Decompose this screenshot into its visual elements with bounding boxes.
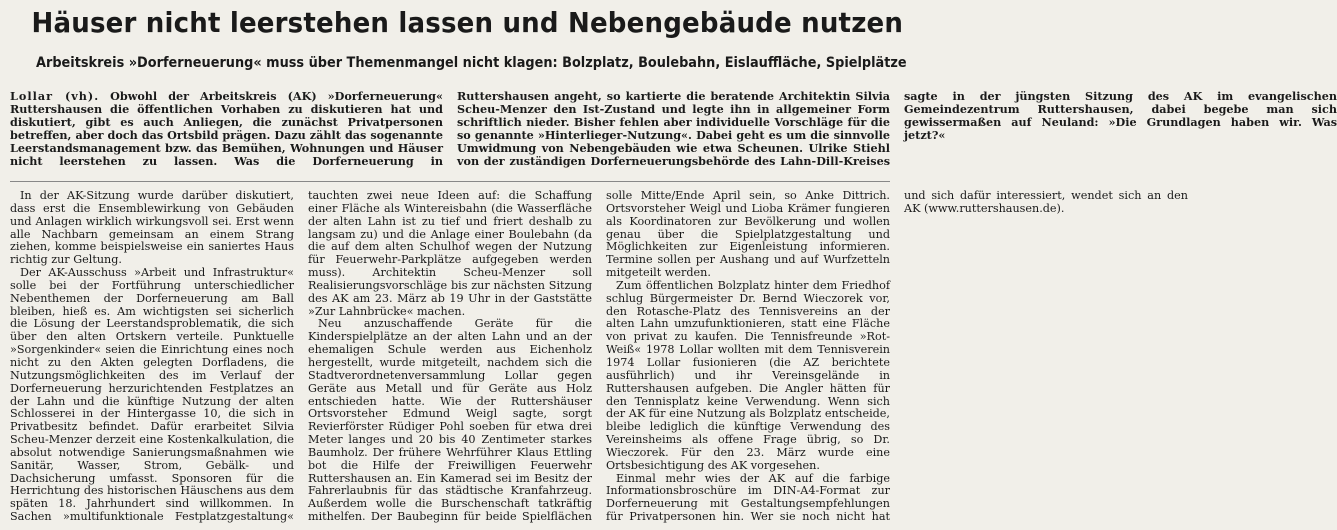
byline: Lollar (vh). — [10, 89, 100, 103]
article-body — [10, 189, 1188, 524]
body-paragraph: Zum öffentlichen Bolzplatz hinter dem Friedhof schlug Bürgermeister Dr. Bernd Wieczorek vor, den Rotasche-Platz des Tennisvereins an der alten Lahn umzufunktionieren, statt eine Fläche von privat zu kaufen. Die Tennisfreunde »Rot-Weiß« 1978 Lollar wollten mit dem Tennisverein 1974 Lollar fusionieren (die AZ berichtete ausführlich) und ihr Vereinsgelände in Ruttershausen aufgeben. Die Angler hätten für den Tennisplatz keine Verwendung. Wenn sich der AK für eine Nutzung als Bolzplatz entscheide, bleibe lediglich die künftige Verwendung des Vereinsheims als offene Frage übrig, so Dr. Wieczorek. Für den 23. März wurde eine Ortsbesichtigung des AK vorgesehen. — [606, 278, 890, 472]
body-paragraph: Einmal mehr wies der AK auf die farbige Informationsbroschüre im DIN-A4-Format zur Dorferneuerung mit Gestaltungsempfehlungen für Privatpersonen hin. Wer sie noch nicht hat und sich dafür interessiert, wendet sich an den AK (www.ruttershausen.de). — [606, 189, 1188, 524]
body-paragraph: Neu anzuschaffende Geräte für die Kinderspielplätze an der alten Lahn und an der ehemaligen Schule werden aus Eichenholz hergestellt, wurde mitgeteilt, nachdem sich die Stadtverordnetenversammlung Lollar gegen Geräte aus Metall und für Geräte aus Holz entschieden hatte. Wie der Ruttershäuser Ortsvorsteher Edmund Weigl sagte, sorgt Revierförster Rüdiger Pohl soeben für etwa drei Meter langes und 20 bis 40 Zentimeter starkes Baumholz. Der frühere Wehrführer Klaus Ettling bot die Hilfe der Freiwilligen Feuerwehr Ruttershausen an. Ein Kamerad sei im Besitz der Fahrerlaubnis für das städtische Kranfahrzeug. Außerdem wolle die Burschenschaft tatkräftig mithelfen. Der Baubeginn für beide Spielflächen solle Mitte/Ende April sein, so Anke Dittrich. Ortsvorsteher Weigl und Lioba Krämer fungieren als Koordinatoren zur Bevölkerung und wollen genau über die Spielplatzgestaltung und Möglichkeiten zur Eigenleistung informieren. Termine sollen per Aushang und auf Wurfzetteln mitgeteilt werden. — [308, 189, 890, 524]
body-paragraph: Der AK-Ausschuss »Arbeit und Infrastruktur« solle bei der Fortführung unterschiedlicher Nebenthemen der Dorferneuerung am Ball bleiben, hieß es. Am wichtigsten sei sicherlich die Lösung der Leerstandsproblematik, die sich über den alten Ortskern verteile. Punktuelle »Sorgenkinder« seien die Einrichtung eines noch nicht zu den Akten gelegten Dorfladens, die Nutzungsmöglichkeiten des im Verlauf der Dorferneuerung herzurichtenden Festplatzes an der Lahn und die künftige Nutzung der alten Schlosserei in der Hintergasse 10, die sich in Privatbesitz befindet. Dafür erarbeitet Silvia Scheu-Menzer derzeit eine Kostenkalkulation, die absolut notwendige Sanierungsmaßnahmen wie Sanitär, Wasser, Strom, Gebälk- und Dachsicherung umfasst. Sponsoren für die Herrichtung des historischen Häuschens aus dem späten 18. Jahrhundert sind willkommen. In Sachen »multifunktionale Festplatzgestaltung« tauchten zwei neue Ideen auf: die Schaffung einer Fläche als Wintereisbahn (die Wasserfläche der alten Lahn ist zu tief und friert deshalb zu langsam zu) und die Anlage einer Boulebahn (da die auf dem alten Schulhof wegen der Nutzung für Feuerwehr-Parkplätze aufgegeben werden muss). Architektin Scheu-Menzer soll Realisierungsvorschläge bis zur nächsten Sitzung des AK am 23. März ab 19 Uhr in der Gaststätte »Zur Lahnbrücke« machen. — [10, 189, 592, 524]
subheadline: Arbeitskreis »Dorferneuerung« muss über Themenmangel nicht klagen: Bolzplatz, Boulebahn, Eislauffläche, Spielplätze — [36, 55, 907, 71]
lead-paragraph — [10, 89, 1337, 178]
body-paragraph: In der AK-Sitzung wurde darüber diskutiert, dass erst die Ensemblewirkung von Gebäuden und Anlagen wirklich wirkungsvoll sei. Erst wenn alle Nachbarn gemeinsam an einem Strang ziehen, komme beispielsweise ein saniertes Haus richtig zur Geltung. — [10, 189, 294, 267]
lead-text: Obwohl der Arbeitskreis (AK) »Dorferneuerung« Ruttershausen die öffentlichen Vorhaben zu diskutieren hat und diskutiert, gibt es auch Anliegen, die zunächst Privatpersonen betreffen, aber doch das Ortsbild prägen. Dazu zählt das sogenannte Leerstandsmanagement bzw. das Bemühen, Wohnungen und Häuser nicht leerstehen zu lassen. Was die Dorferneuerung in Ruttershausen angeht, so kartierte die beratende Architektin Silvia Scheu-Menzer den Ist-Zustand und legte ihn in allgemeiner Form schriftlich nieder. Bisher fehlen aber individuelle Vorschläge für die so genannte »Hinterlieger-Nutzung«. Dabei geht es um die sinnvolle Umwidmung von Nebengebäuden wie etwa Scheunen. Ulrike Stiehl von der zuständigen Dorferneuerungsbehörde des Lahn-Dill-Kreises sagte in der jüngsten Sitzung des AK im evangelischen Gemeindezentrum Ruttershausen, dabei begebe man sich gewissermaßen auf Neuland: »Die Grundlagen haben wir. Was jetzt?« — [10, 89, 1337, 168]
headline: Häuser nicht leerstehen lassen und Nebengebäude nutzen — [31, 6, 904, 39]
lead-divider — [10, 181, 890, 182]
